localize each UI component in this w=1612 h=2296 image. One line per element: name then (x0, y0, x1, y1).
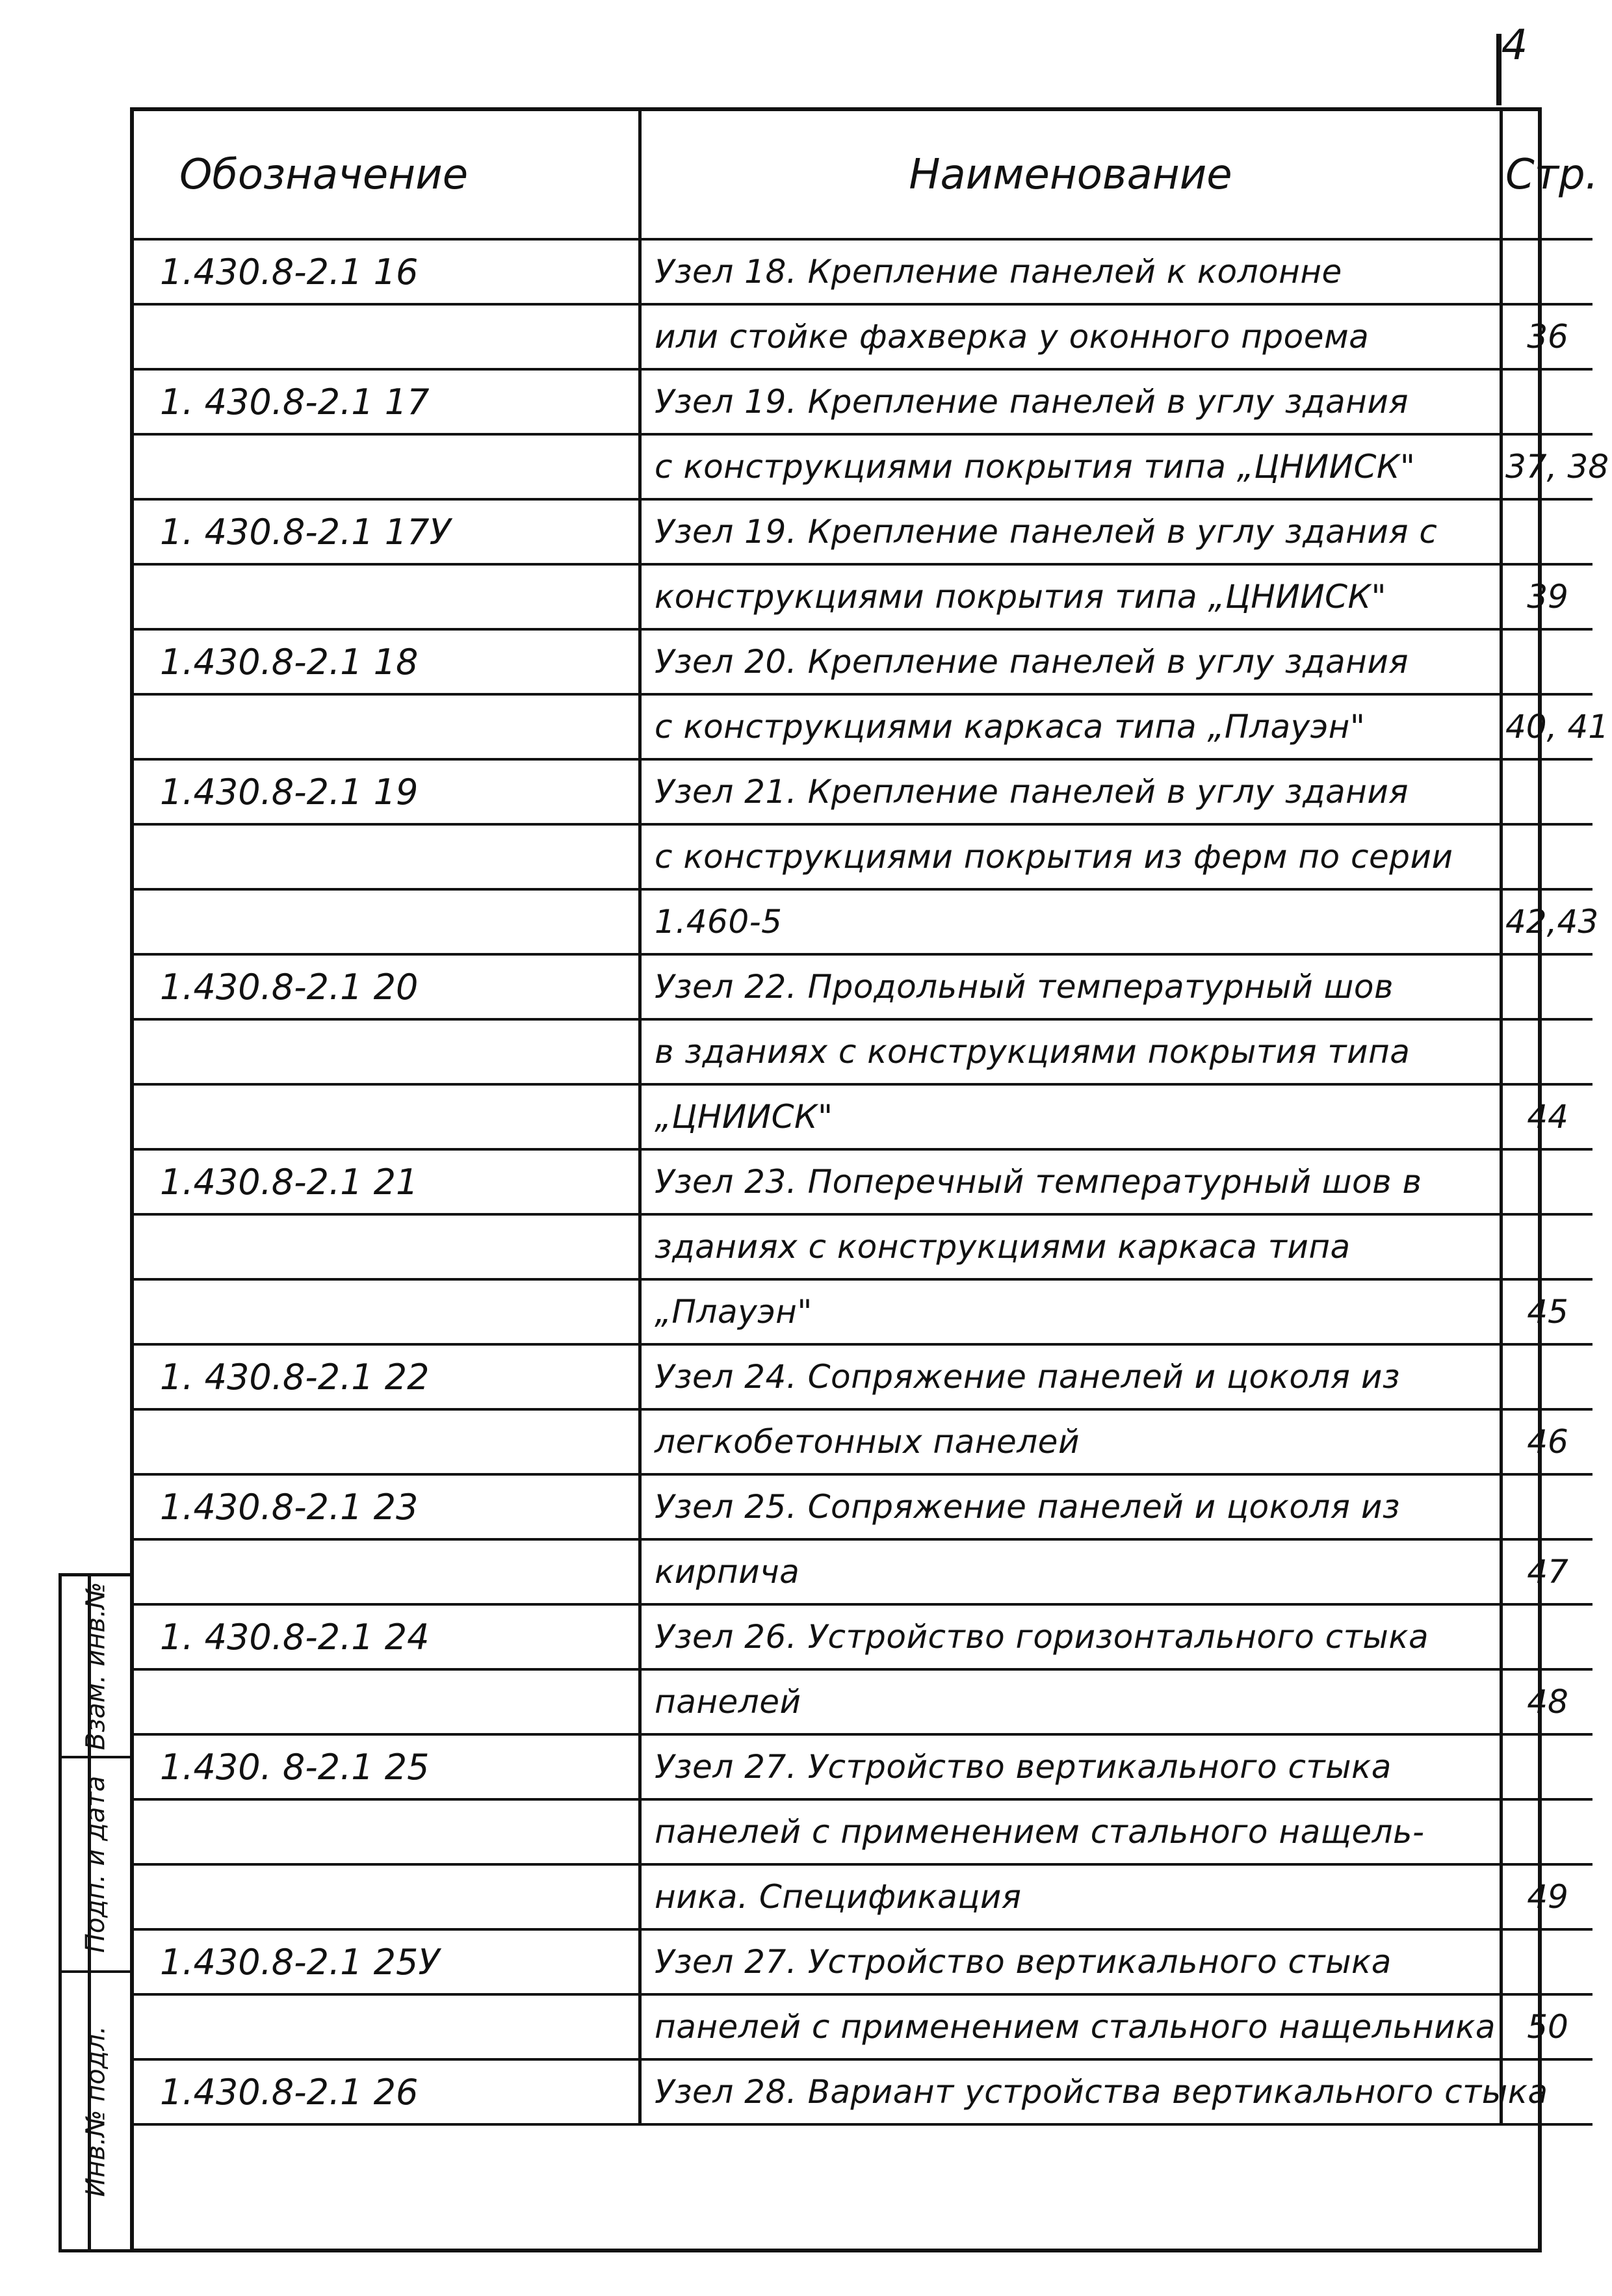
table-row (134, 1149, 1592, 1214)
row-page (1502, 1214, 1593, 1279)
table-row (134, 499, 1592, 564)
table-row (134, 564, 1592, 629)
row-page: 39 (1502, 564, 1593, 629)
row-page: 48 (1502, 1669, 1593, 1734)
stamp-inv-original: Инв.№ подл. (81, 2025, 111, 2197)
row-page (1502, 1734, 1593, 1799)
table-row (134, 1084, 1592, 1149)
row-name: „ЦНИИСК" (640, 1084, 1502, 1149)
row-designation (134, 694, 640, 759)
row-designation: 1. 430.8-2.1 17 (134, 369, 640, 434)
row-page (1502, 499, 1593, 564)
table-row (134, 1929, 1592, 1994)
row-designation (134, 1799, 640, 1864)
row-page (1502, 1149, 1593, 1214)
row-name: панелей с применением стального нащель- (640, 1799, 1502, 1864)
row-designation: 1. 430.8-2.1 17У (134, 499, 640, 564)
row-name: кирпича (640, 1539, 1502, 1604)
page-number-border (1496, 34, 1502, 105)
stamp-inv-replaced: Взам. инв.№ (62, 1576, 130, 1758)
row-page: 36 (1502, 304, 1593, 369)
row-name: Узел 19. Крепление панелей в углу здания (640, 369, 1502, 434)
row-page (1502, 629, 1593, 694)
row-name: Узел 27. Устройство вертикального стыка (640, 1929, 1502, 1994)
row-designation (134, 1084, 640, 1149)
table-row (134, 369, 1592, 434)
table-row (134, 1604, 1592, 1669)
row-name: с конструкциями покрытия из ферм по серии (640, 824, 1502, 889)
row-page (1502, 239, 1593, 304)
row-name: Узел 27. Устройство вертикального стыка (640, 1734, 1502, 1799)
row-designation: 1.430.8-2.1 21 (134, 1149, 640, 1214)
row-designation (134, 1539, 640, 1604)
table-row (134, 1019, 1592, 1084)
row-name: панелей (640, 1669, 1502, 1734)
row-name: Узел 28. Вариант устройства вертикального стыка (640, 2059, 1502, 2124)
row-designation (134, 434, 640, 499)
row-designation (134, 1994, 640, 2059)
row-name: Узел 23. Поперечный температурный шов в (640, 1149, 1502, 1214)
table-row (134, 1474, 1592, 1539)
table-row (134, 1734, 1592, 1799)
row-name: Узел 19. Крепление панелей в углу здания с (640, 499, 1502, 564)
row-name: с конструкциями каркаса типа „Плауэн" (640, 694, 1502, 759)
table-row (134, 1799, 1592, 1864)
table-row (134, 759, 1592, 824)
toc-body (134, 239, 1609, 2124)
header-page: Стр. (1502, 111, 1593, 239)
row-page (1502, 1799, 1593, 1864)
row-page (1502, 1929, 1593, 1994)
row-designation: 1.430.8-2.1 23 (134, 1474, 640, 1539)
row-designation (134, 824, 640, 889)
row-name: зданиях с конструкциями каркаса типа (640, 1214, 1502, 1279)
row-name: „Плауэн" (640, 1279, 1502, 1344)
row-page (1502, 824, 1593, 889)
table-row (134, 1344, 1592, 1409)
table-row (134, 304, 1592, 369)
row-designation: 1. 430.8-2.1 22 (134, 1344, 640, 1409)
row-name: панелей с применением стального нащельника (640, 1994, 1502, 2059)
row-designation: 1.430.8-2.1 25У (134, 1929, 640, 1994)
row-designation (134, 889, 640, 954)
row-page (1502, 1474, 1593, 1539)
table-row (134, 1409, 1592, 1474)
table-row (134, 1994, 1592, 2059)
row-name: конструкциями покрытия типа „ЦНИИСК" (640, 564, 1502, 629)
row-name: Узел 26. Устройство горизонтального стыка (640, 1604, 1502, 1669)
table-row (134, 1279, 1592, 1344)
table-header-row (134, 111, 1592, 239)
table-row (134, 239, 1592, 304)
row-page: 50 (1502, 1994, 1593, 2059)
row-name: Узел 22. Продольный температурный шов (640, 954, 1502, 1019)
table-row (134, 824, 1592, 889)
row-name: Узел 21. Крепление панелей в углу здания (640, 759, 1502, 824)
table-row (134, 629, 1592, 694)
row-name: Узел 18. Крепление панелей к колонне (640, 239, 1502, 304)
row-designation: 1.430.8-2.1 19 (134, 759, 640, 824)
table-row (134, 434, 1592, 499)
row-page (1502, 759, 1593, 824)
table-row (134, 954, 1592, 1019)
header-designation: Обозначение (134, 111, 640, 239)
row-page (1502, 954, 1593, 1019)
row-designation: 1.430.8-2.1 26 (134, 2059, 640, 2124)
table-row (134, 1539, 1592, 1604)
row-name: в зданиях с конструкциями покрытия типа (640, 1019, 1502, 1084)
table-row (134, 889, 1592, 954)
toc-sheet (130, 107, 1609, 2252)
row-page: 47 (1502, 1539, 1593, 1604)
row-page: 44 (1502, 1084, 1593, 1149)
row-page (1502, 369, 1593, 434)
table-row (134, 694, 1592, 759)
row-designation (134, 1214, 640, 1279)
row-designation (134, 564, 640, 629)
row-name: Узел 25. Сопряжение панелей и цоколя из (640, 1474, 1502, 1539)
row-name: Узел 20. Крепление панелей в углу здания (640, 629, 1502, 694)
row-designation: 1.430.8-2.1 18 (134, 629, 640, 694)
row-page: 40, 41 (1502, 694, 1593, 759)
row-name: или стойке фахверка у оконного проема (640, 304, 1502, 369)
header-name: Наименование (640, 111, 1502, 239)
table-row (134, 1864, 1592, 1929)
stamp-signature-date: Подп. и дата (62, 1758, 130, 1973)
table-row (134, 1669, 1592, 1734)
row-name: 1.460-5 (640, 889, 1502, 954)
row-page: 37, 38 (1502, 434, 1593, 499)
side-stamp (58, 1573, 130, 2252)
row-designation: 1.430.8-2.1 20 (134, 954, 640, 1019)
row-designation: 1.430.8-2.1 16 (134, 239, 640, 304)
row-designation: 1.430. 8-2.1 25 (134, 1734, 640, 1799)
row-designation (134, 304, 640, 369)
row-name: легкобетонных панелей (640, 1409, 1502, 1474)
row-designation (134, 1019, 640, 1084)
row-page (1502, 1604, 1593, 1669)
row-page: 46 (1502, 1409, 1593, 1474)
row-designation: 1. 430.8-2.1 24 (134, 1604, 640, 1669)
row-page: 45 (1502, 1279, 1593, 1344)
toc-table (134, 111, 1609, 2126)
row-page: 42,43 (1502, 889, 1593, 954)
row-name: ника. Спецификация (640, 1864, 1502, 1929)
row-designation (134, 1279, 640, 1344)
row-name: с конструкциями покрытия типа „ЦНИИСК" (640, 434, 1502, 499)
row-page (1502, 1344, 1593, 1409)
row-designation (134, 1864, 640, 1929)
row-name: Узел 24. Сопряжение панелей и цоколя из (640, 1344, 1502, 1409)
row-designation (134, 1669, 640, 1734)
row-designation (134, 1409, 640, 1474)
page-number: 4 (1501, 21, 1528, 70)
table-row (134, 2059, 1592, 2124)
row-page (1502, 1019, 1593, 1084)
table-row (134, 1214, 1592, 1279)
row-page: 49 (1502, 1864, 1593, 1929)
